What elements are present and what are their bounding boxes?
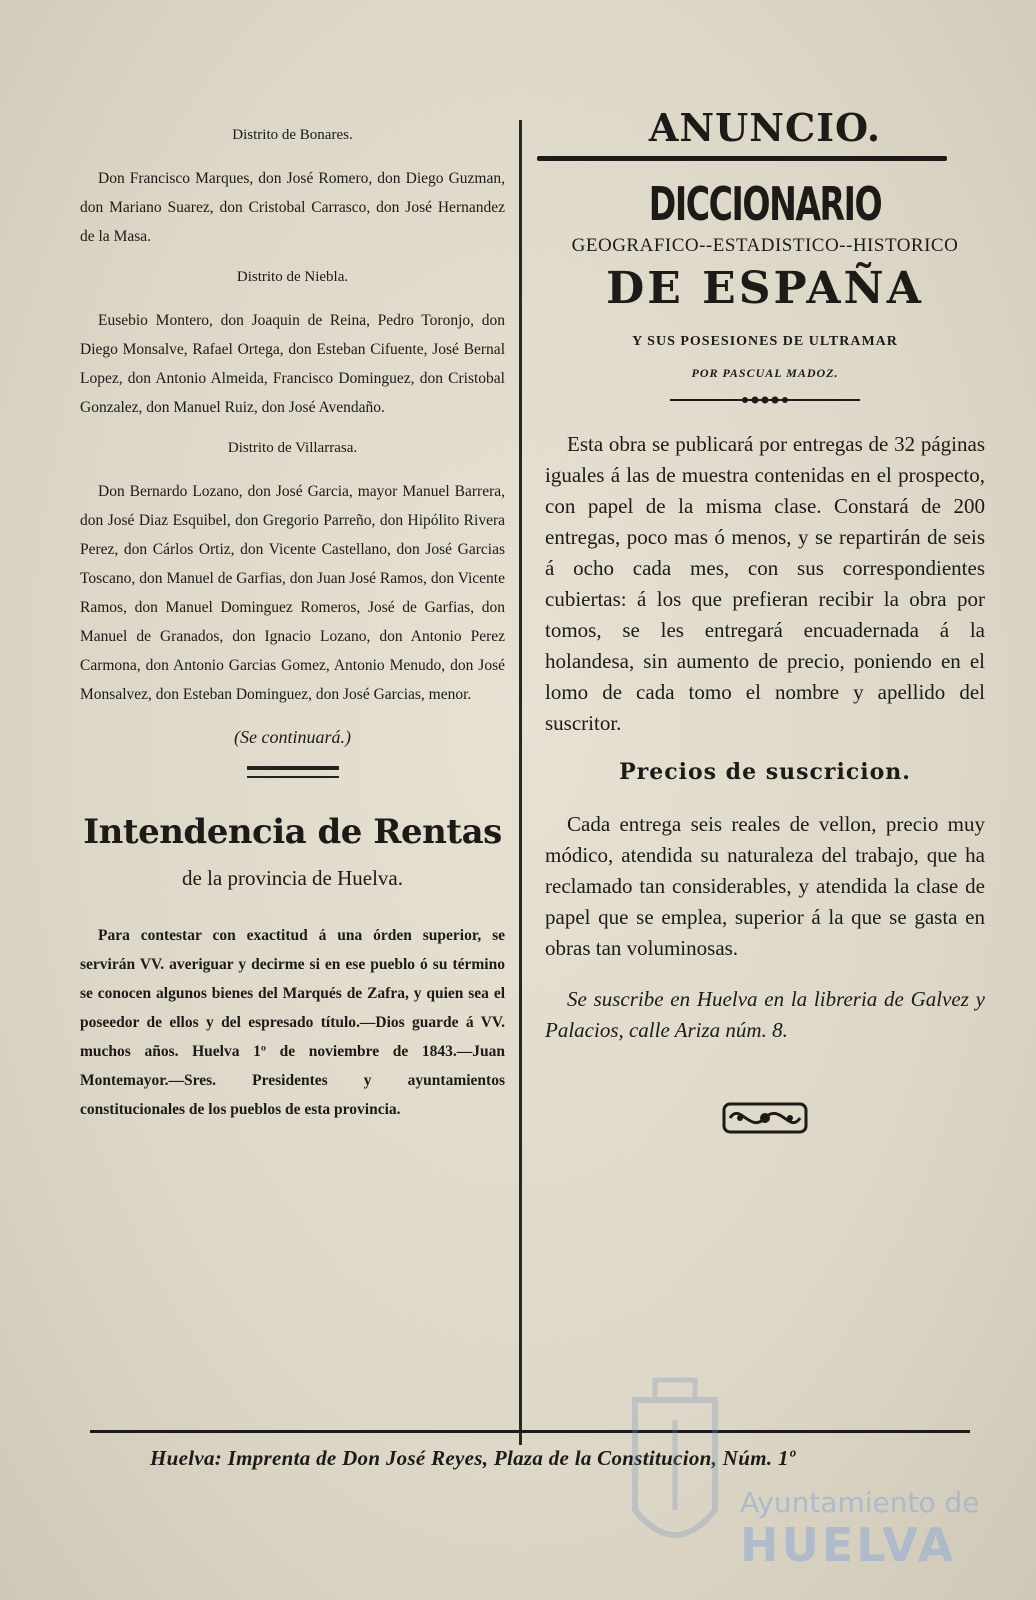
intendencia-subheading: de la provincia de Huelva.	[182, 866, 403, 890]
precio-description: Cada entrega seis reales de vellon, precio muy módico, atendida su naturaleza del trabajo, que ha reclamado tan considerables, y atendida la clase de papel que se emplea, superior á la que se gasta en obras tan voluminosas.	[545, 812, 985, 960]
ornamental-vignette-icon	[720, 1096, 810, 1140]
right-column	[545, 105, 985, 1140]
section-divider	[247, 766, 339, 778]
names-list-bonares: Don Francisco Marques, don José Romero, don Diego Guzman, don Mariano Suarez, don Cristobal Carrasco, don José Hernandez de la Masa.	[80, 170, 505, 245]
district-heading-bonares: Distrito de Bonares.	[232, 127, 353, 143]
watermark-text-line1: Ayuntamiento de	[740, 1486, 980, 1519]
column-divider	[519, 120, 522, 1445]
left-column	[80, 115, 505, 1124]
de-espana-title: DE ESPAÑA	[606, 263, 924, 314]
anuncio-rule	[537, 156, 947, 161]
intendencia-heading: Intendencia de Rentas	[83, 812, 502, 852]
obra-description: Esta obra se publicará por entregas de 32 páginas iguales á las de muestra contenidas en el prospecto, con papel de la misma clase. Constará de 200 entregas, poco mas ó menos, y se repartirán de seis á ocho cada mes, con sus correspondientes cubiertas: á los que prefieran recibir la obra por tomos, se les entregará encuadernada á la holandesa, sin aumento de precio, poniendo en el lomo de cada tomo el nombre y apellido del suscritor.	[545, 432, 985, 735]
watermark-text-line2: HUELVA	[740, 1518, 957, 1572]
precios-heading: Precios de suscricion.	[619, 759, 911, 785]
author-line: POR PASCUAL MADOZ.	[691, 366, 839, 380]
names-list-niebla: Eusebio Montero, don Joaquin de Reina, Pedro Toronjo, don Diego Monsalve, Rafael Ortega, don Esteban Cifuente, José Bernal Lopez, don Antonio Almeida, Francisco Dominguez, don Cristobal Gonzalez, don Manuel Ruiz, don José Avendaño.	[80, 312, 505, 416]
intendencia-notice: Para contestar con exactitud á una órden superior, se servirán VV. averiguar y decirme si en ese pueblo ó su término se conocen algunos bienes del Marqués de Zafra, y quien sea el poseedor de ellos y del espresado título.—Dios guarde á VV. muchos años. Huelva 1º de noviembre de 1843.—Juan Montemayor.—Sres. Presidentes y ayuntamientos constitucionales de los pueblos de esta provincia.	[80, 927, 505, 1118]
diccionario-title: DICCIONARIO	[648, 177, 882, 231]
posesiones-subtitle: Y SUS POSESIONES DE ULTRAMAR	[632, 334, 898, 349]
ornament-rule-icon	[670, 395, 860, 405]
names-list-villarrasa: Don Bernardo Lozano, don José Garcia, mayor Manuel Barrera, don José Diaz Esquibel, don Gregorio Parreño, don Hipólito Rivera Perez, don Cárlos Ortiz, don Vicente Castellano, don José Garcias Toscano, don Manuel de Garfias, don Juan José Ramos, don Vicente Ramos, don Manuel Dominguez Romeros, José de Garfias, don Manuel de Granados, don Ignacio Lozano, don Antonio Perez Carmona, don Antonio Garcias Gomez, Antonio Menudo, don José Monsalvez, don Esteban Dominguez, don José Garcias, menor.	[80, 483, 505, 703]
continued-note: (Se continuará.)	[234, 727, 351, 747]
printer-imprint: Huelva: Imprenta de Don José Reyes, Plaza de la Constitucion, Núm. 1º	[150, 1446, 796, 1470]
geografico-subtitle: GEOGRAFICO--ESTADISTICO--HISTORICO	[571, 235, 959, 256]
suscribe-note: Se suscribe en Huelva en la libreria de Galvez y Palacios, calle Ariza núm. 8.	[545, 987, 985, 1042]
district-heading-niebla: Distrito de Niebla.	[236, 269, 349, 285]
anuncio-heading: ANUNCIO.	[648, 105, 882, 150]
district-heading-villarrasa: Distrito de Villarrasa.	[227, 440, 358, 456]
